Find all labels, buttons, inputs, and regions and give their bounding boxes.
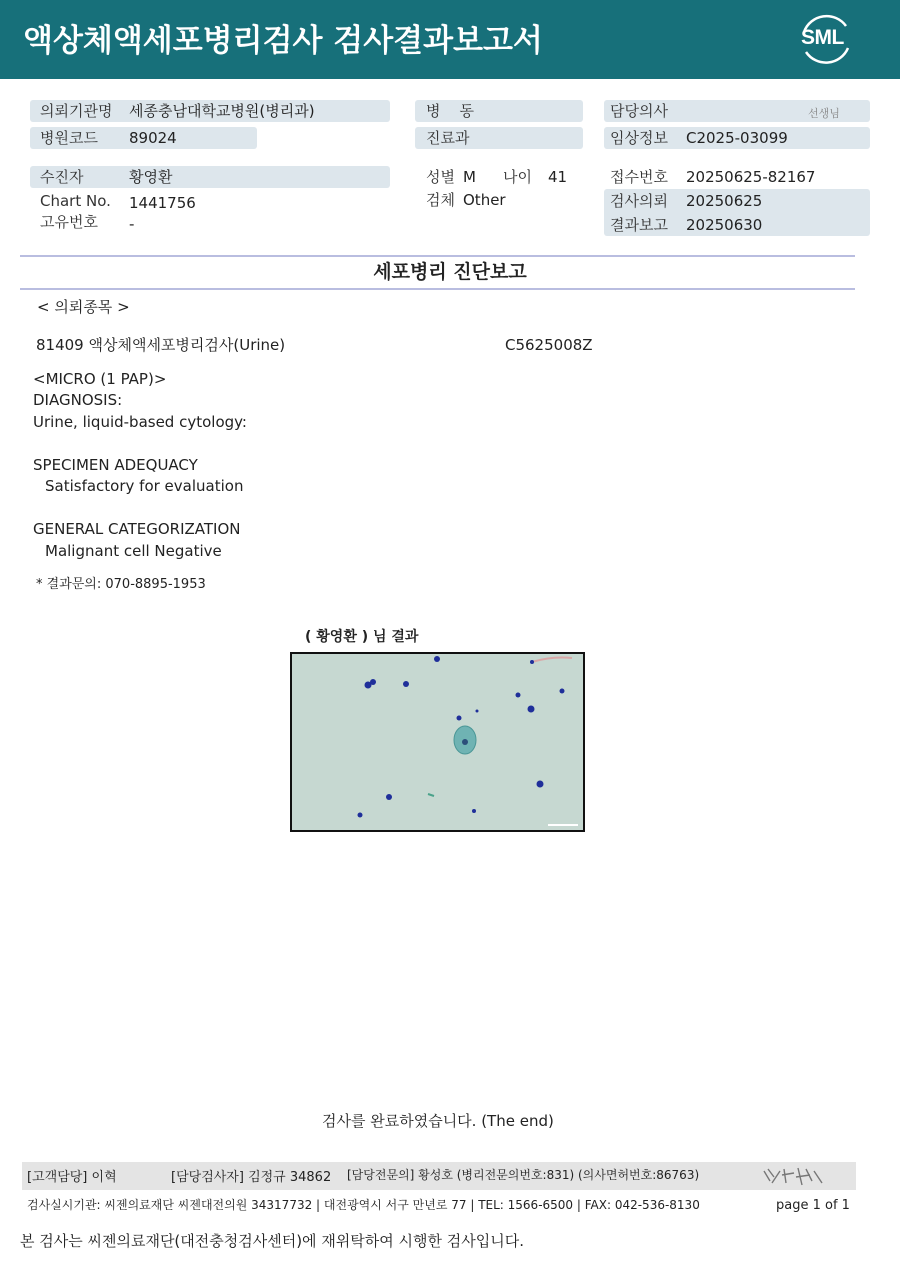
diagnosis-label: DIAGNOSIS:	[33, 391, 123, 409]
order-header: < 의뢰종목 >	[37, 298, 130, 316]
page-title: 액상체액세포병리검사 검사결과보고서	[23, 23, 543, 59]
report-header	[0, 0, 900, 79]
doctor-suffix: 선생님	[808, 107, 840, 120]
end-text: 검사를 완료하였습니다. (The end)	[322, 1112, 554, 1130]
clinical-label: 임상정보	[610, 129, 668, 147]
age-value: 41	[548, 168, 568, 186]
hospital-code-label: 병원코드	[40, 129, 98, 147]
sex-label: 성별	[426, 168, 455, 186]
specimen-label: 검체	[426, 191, 455, 209]
ward-label: 병 동	[426, 102, 475, 120]
cytology-image	[290, 652, 585, 832]
doctor-label: 담당의사	[610, 102, 668, 120]
unique-label: 고유번호	[40, 213, 98, 231]
request-label: 검사의뢰	[610, 192, 668, 210]
page-number: page 1 of 1	[776, 1198, 850, 1213]
sex-value: M	[463, 168, 476, 186]
specimen-value: Other	[463, 191, 506, 209]
inquiry-text: * 결과문의: 070-8895-1953	[36, 577, 206, 592]
diagnosis-value: Urine, liquid-based cytology:	[33, 413, 247, 431]
patient-bar	[30, 166, 390, 188]
patient-label: 수진자	[40, 168, 84, 186]
institution-value: 세종충남대학교병원(병리과)	[129, 102, 315, 120]
category-label: GENERAL CATEGORIZATION	[33, 520, 241, 538]
unique-value: -	[129, 215, 135, 233]
tester-info: [담당검사자] 김정규 34862	[171, 1170, 332, 1185]
patient-value: 황영환	[129, 168, 173, 186]
order-code: C5625008Z	[505, 336, 593, 354]
age-label: 나이	[503, 168, 532, 186]
order-item: 81409 액상체액세포병리검사(Urine)	[36, 336, 286, 354]
chart-label: Chart No.	[40, 192, 111, 210]
adequacy-value: Satisfactory for evaluation	[45, 477, 244, 495]
result-value: 20250630	[686, 216, 763, 234]
image-caption: ( 황영환 ) 님 결과	[305, 629, 419, 645]
department-label: 진료과	[426, 129, 470, 147]
chart-value: 1441756	[129, 194, 196, 212]
request-value: 20250625	[686, 192, 763, 210]
result-label: 결과보고	[610, 216, 668, 234]
logo-text: SML	[801, 26, 844, 49]
clinical-value: C2025-03099	[686, 129, 788, 147]
outsource-note: 본 검사는 씨젠의료재단(대전충청검사센터)에 재위탁하여 시행한 검사입니다.	[20, 1232, 524, 1250]
customer-contact: [고객담당] 이혁	[27, 1170, 117, 1185]
receipt-value: 20250625-82167	[686, 168, 816, 186]
receipt-label: 접수번호	[610, 168, 668, 186]
category-value: Malignant cell Negative	[45, 542, 222, 560]
adequacy-label: SPECIMEN ADEQUACY	[33, 456, 198, 474]
micro-label: <MICRO (1 PAP)>	[33, 370, 167, 388]
microscopy-image-icon	[292, 654, 583, 830]
institution-label: 의뢰기관명	[40, 102, 113, 120]
report-title: 세포병리 진단보고	[373, 261, 527, 283]
signature-icon	[760, 1163, 828, 1189]
institution-info: 검사실시기관: 씨젠의료재단 씨젠대전의원 34317732 | 대전광역시 서구 만년로 77 | TEL: 1566-6500 | FAX: 042-536-8130	[27, 1198, 700, 1212]
hospital-code-value: 89024	[129, 129, 177, 147]
divider-bottom	[20, 288, 855, 290]
specialist-info: [담당전문의] 황성호 (병리전문의번호:831) (의사면허번호:86763)	[347, 1168, 700, 1182]
